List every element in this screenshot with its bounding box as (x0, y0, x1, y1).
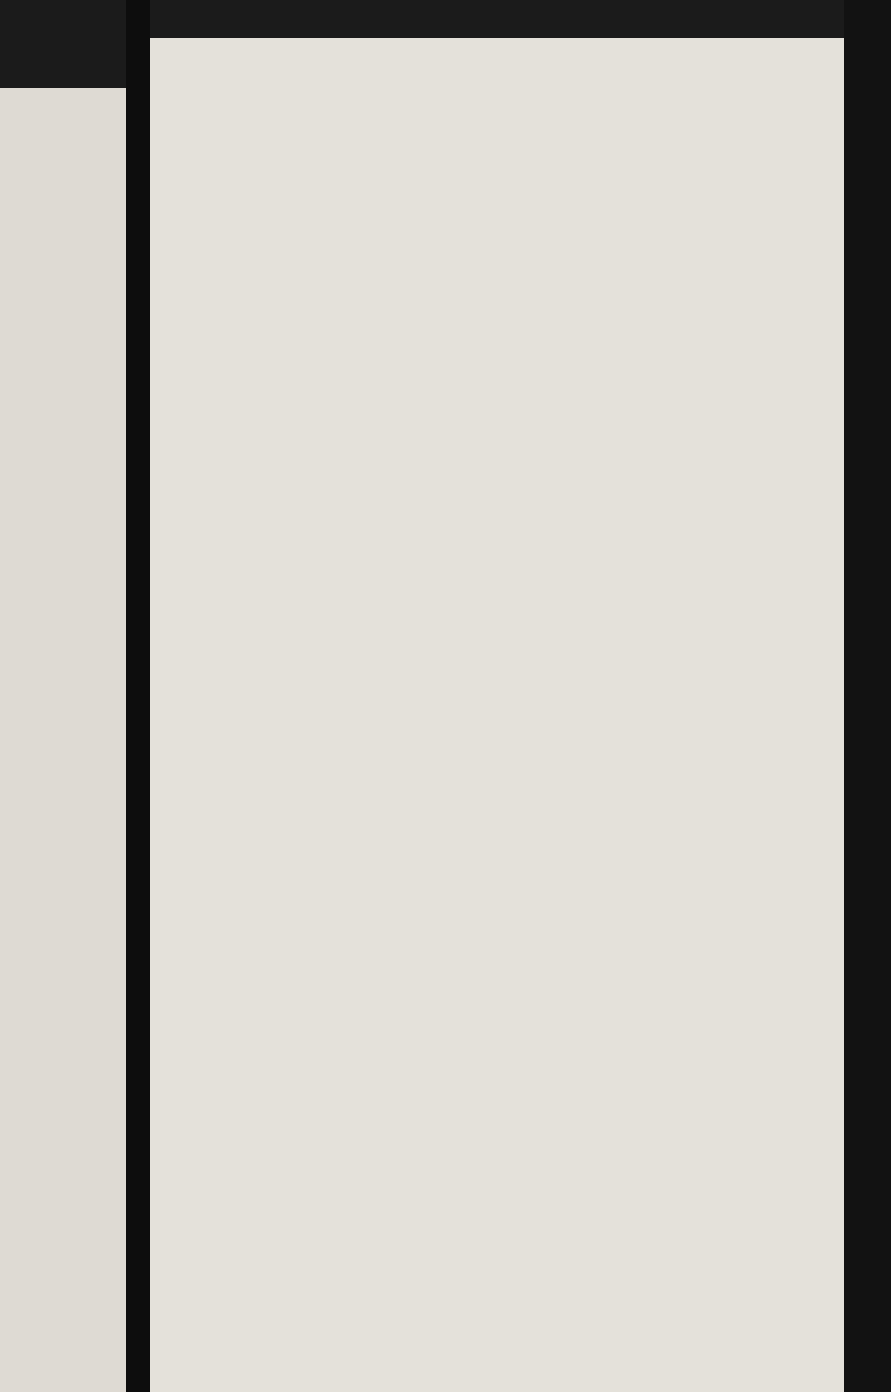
page-edge (844, 0, 891, 1392)
book-gutter (126, 0, 150, 1392)
right-page (150, 38, 844, 1392)
left-page (0, 88, 126, 1392)
